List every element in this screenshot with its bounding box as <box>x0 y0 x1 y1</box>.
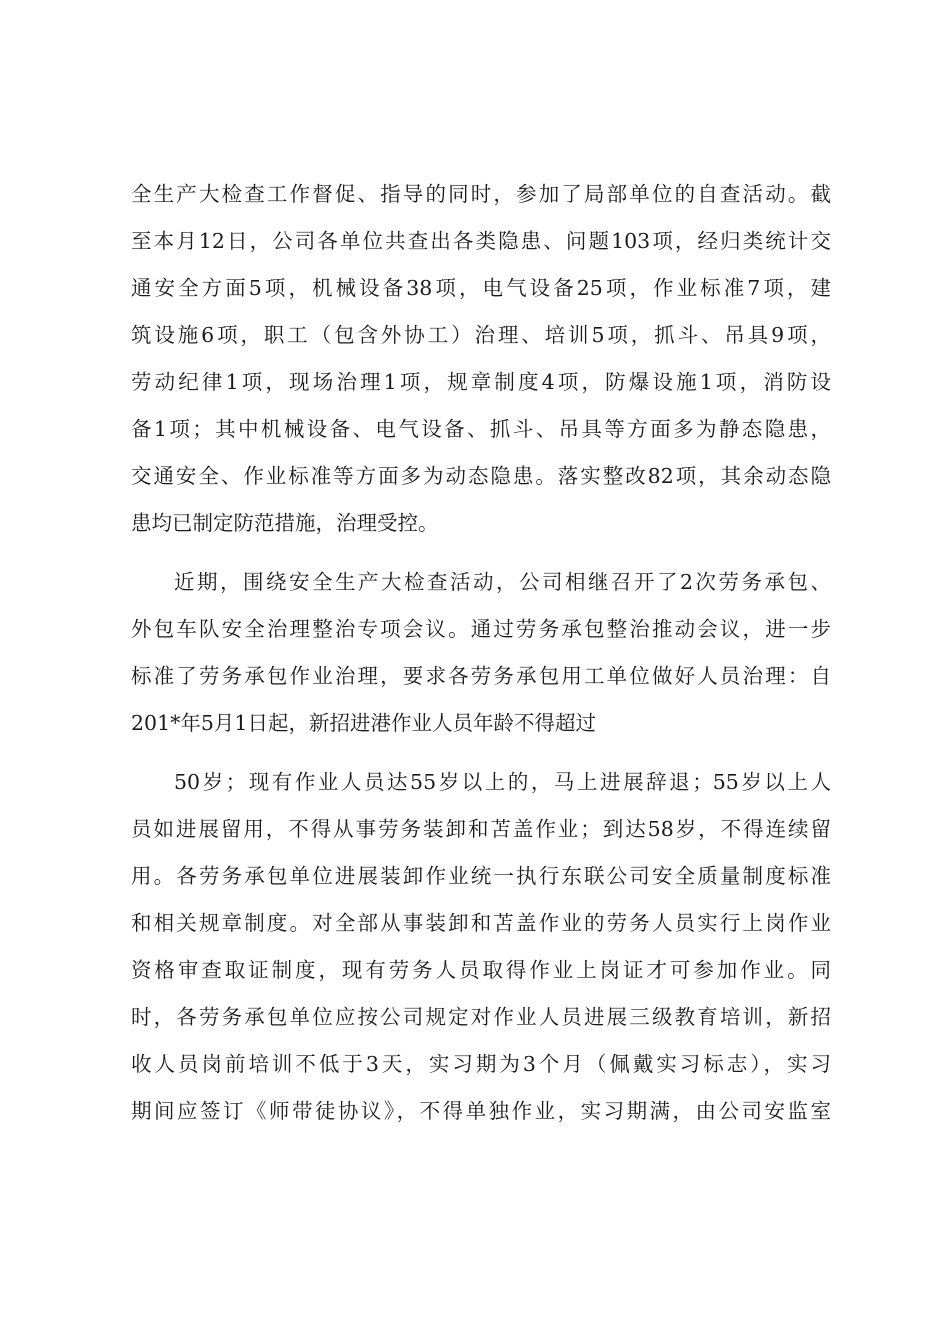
text-line: 筑设施6项，职工（包含外协工）治理、培训5项，抓斗、吊具9项， <box>131 323 831 347</box>
text-line: 交通安全、作业标准等方面多为动态隐患。落实整改82项，其余动态隐 <box>131 464 831 488</box>
text-line: 时，各劳务承包单位应按公司规定对作业人员进展三级教育培训，新招 <box>131 1005 831 1029</box>
text-line: 备1项；其中机械设备、电气设备、抓斗、吊具等方面多为静态隐患， <box>131 417 831 441</box>
text-line: 用。各劳务承包单位进展装卸作业统一执行东联公司安全质量制度标准 <box>131 864 831 888</box>
text-line: 近期，围绕安全生产大检查活动，公司相继召开了2次劳务承包、 <box>174 570 831 594</box>
text-line: 收人员岗前培训不低于3天，实习期为3个月（佩戴实习标志），实习 <box>131 1052 831 1076</box>
text-line: 201*年5月1日起，新招进港作业人员年龄不得超过 <box>131 711 596 735</box>
text-line: 全生产大检查工作督促、指导的同时，参加了局部单位的自查活动。截 <box>131 182 831 206</box>
text-line: 患均已制定防范措施，治理受控。 <box>131 511 439 535</box>
text-line: 期间应签订《师带徒协议》，不得单独作业，实习期满，由公司安监室 <box>131 1099 831 1123</box>
text-line: 员如进展留用，不得从事劳务装卸和苫盖作业；到达58岁，不得连续留 <box>131 817 831 841</box>
text-line: 标准了劳务承包作业治理，要求各劳务承包用工单位做好人员治理：自 <box>131 664 831 688</box>
text-line: 劳动纪律1项，现场治理1项，规章制度4项，防爆设施1项，消防设 <box>131 370 831 394</box>
text-line: 50岁；现有作业人员达55岁以上的，马上进展辞退；55岁以上人 <box>174 770 831 794</box>
text-line: 外包车队安全治理整治专项会议。通过劳务承包整治推动会议，进一步 <box>131 617 831 641</box>
text-line: 资格审查取证制度，现有劳务人员取得作业上岗证才可参加作业。同 <box>131 958 831 982</box>
text-line: 至本月12日，公司各单位共查出各类隐患、问题103项，经归类统计交 <box>131 229 831 253</box>
text-line: 和相关规章制度。对全部从事装卸和苫盖作业的劳务人员实行上岗作业 <box>131 911 831 935</box>
text-line: 通安全方面5项，机械设备38项，电气设备25项，作业标准7项，建 <box>131 276 831 300</box>
